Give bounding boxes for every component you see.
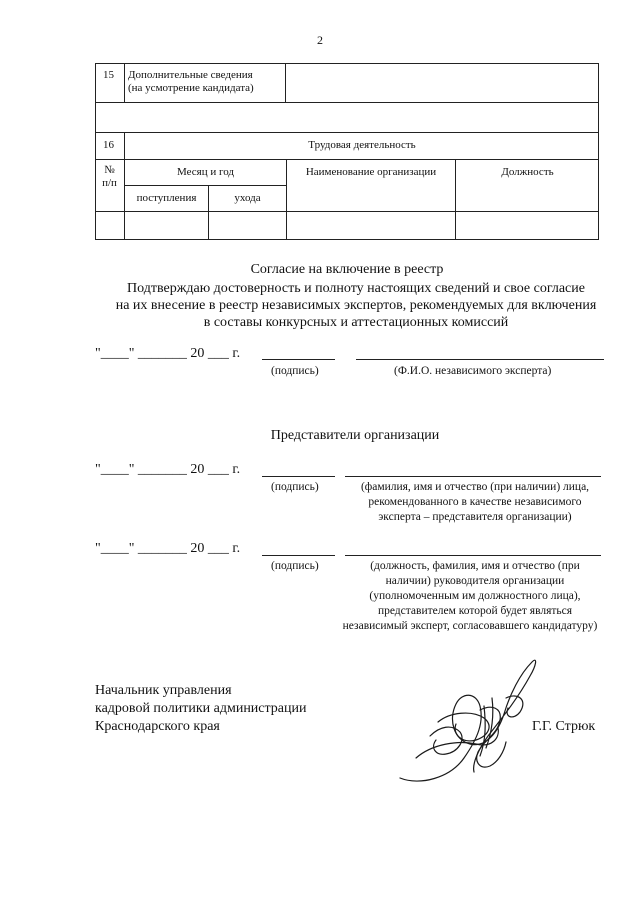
consent-name-line xyxy=(356,359,604,360)
consent-signature-caption: (подпись) xyxy=(271,365,319,377)
rep1-signature-caption: (подпись) xyxy=(271,481,319,493)
consent-text-line3: в составы конкурсных и аттестационных комиссий xyxy=(203,315,509,330)
rep2-signature-caption: (подпись) xyxy=(271,560,319,572)
rep1-name-line xyxy=(345,476,601,477)
row-16-label: Трудовая деятельность xyxy=(308,139,416,151)
header-position: Должность xyxy=(501,166,554,178)
consent-signature-line xyxy=(262,359,335,360)
row-15-label-line2: (на усмотрение кандидата) xyxy=(128,82,254,94)
header-number-line1: № xyxy=(104,164,115,176)
rep2-name-line xyxy=(345,555,601,556)
header-admission: поступления xyxy=(136,192,197,204)
header-number-line2: п/п xyxy=(102,177,117,189)
consent-date: "____" _______ 20 ___ г. xyxy=(95,346,241,361)
rep1-date: "____" _______ 20 ___ г. xyxy=(95,462,241,477)
rep1-caption-line2: рекомендованного в качестве независимого xyxy=(368,496,582,508)
rep2-date: "____" _______ 20 ___ г. xyxy=(95,541,241,556)
row-15-label-line1: Дополнительные сведения xyxy=(128,69,253,81)
rep2-caption-line4: представителем которой будет являться xyxy=(377,605,573,617)
signatory-title-line1: Начальник управления xyxy=(95,683,232,698)
experience-table xyxy=(95,63,599,240)
rep1-signature-line xyxy=(262,476,335,477)
consent-text-line2: на их внесение в реестр независимых экспертов, рекомендуемых для включения xyxy=(115,298,597,313)
rep2-caption-line5: независимый эксперт, согласовавшего кандидатуру) xyxy=(342,620,598,632)
signatory-title-line2: кадровой политики администрации xyxy=(95,701,307,716)
rep2-caption-line3: (уполномоченным им должностного лица), xyxy=(369,590,581,602)
rep1-caption-line3: эксперта – представителя организации) xyxy=(378,511,572,523)
handwritten-signature xyxy=(380,640,560,790)
page-number: 2 xyxy=(317,33,323,47)
rep1-caption-line1: (фамилия, имя и отчество (при наличии) лица, xyxy=(360,481,590,493)
header-leaving: ухода xyxy=(234,192,261,204)
consent-name-caption: (Ф.И.О. независимого эксперта) xyxy=(394,365,552,377)
consent-title: Согласие на включение в реестр xyxy=(250,262,444,277)
row-15-number: 15 xyxy=(103,69,114,81)
rep2-signature-line xyxy=(262,555,335,556)
rep2-caption-line2: наличии) руководителя организации xyxy=(385,575,565,587)
header-month-year: Месяц и год xyxy=(176,166,235,178)
header-org-name: Наименование организации xyxy=(305,166,437,178)
signatory-name: Г.Г. Стрюк xyxy=(532,719,596,734)
representatives-title: Представители организации xyxy=(270,428,440,443)
row-15-label xyxy=(128,69,284,95)
signatory-title-line3: Краснодарского края xyxy=(95,719,220,734)
header-number xyxy=(95,164,124,190)
consent-text-line1: Подтверждаю достоверность и полноту настоящих сведений и свое согласие xyxy=(127,281,585,296)
row-16-number: 16 xyxy=(103,139,114,151)
rep2-caption-line1: (должность, фамилия, имя и отчество (при xyxy=(370,560,580,572)
